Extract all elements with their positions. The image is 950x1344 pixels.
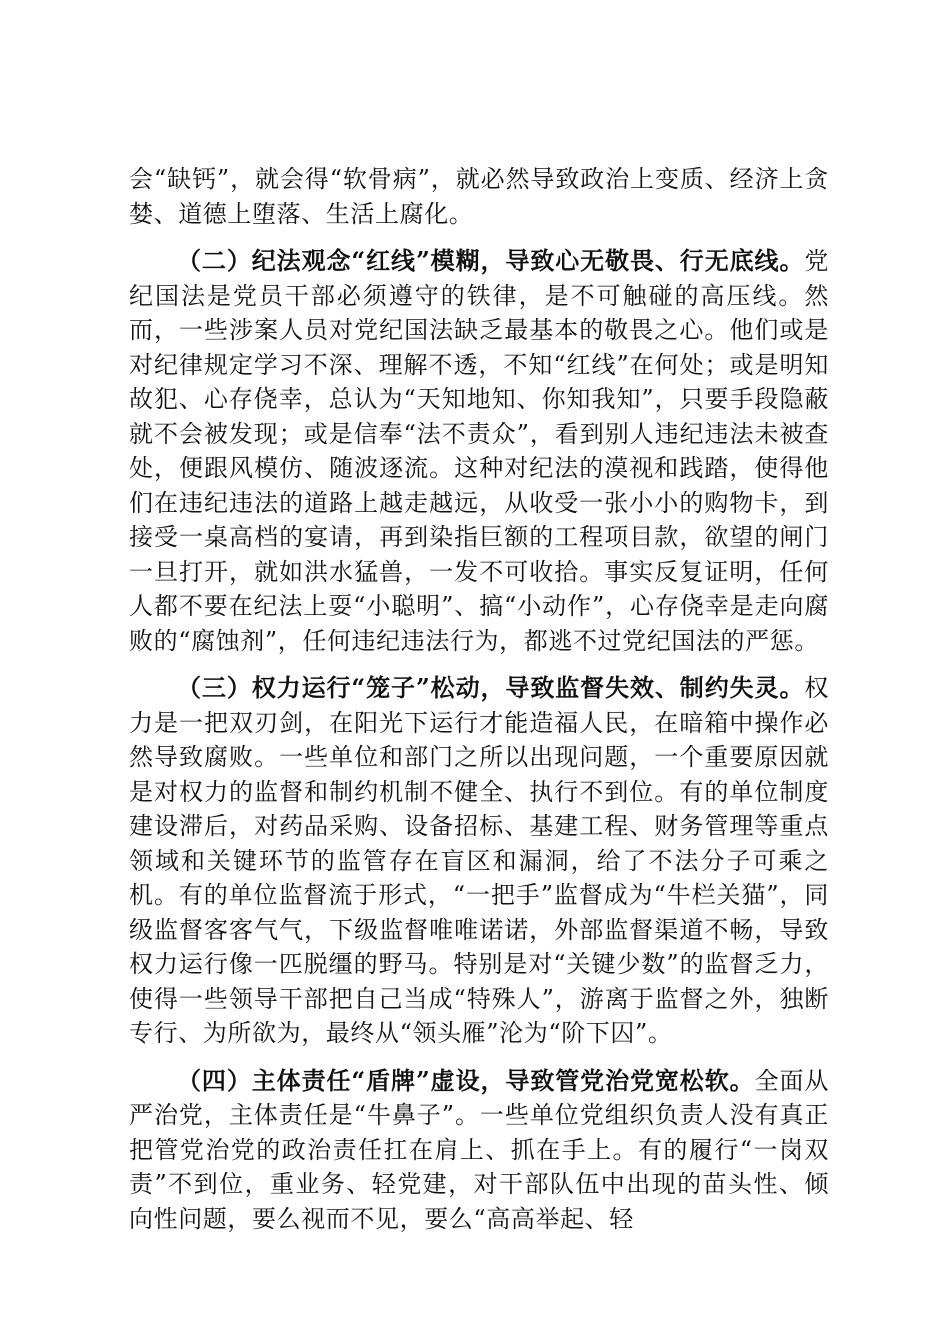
paragraph-body: 会“缺钙”，就会得“软骨病”，就必然导致政治上变质、经济上贪婪、道德上堕落、生活上腐化。 — [129, 165, 829, 228]
paragraph-body: 全面从严治党，主体责任是“牛鼻子”。一些单位党组织负责人没有真正把管党治党的政治责任扛在肩上、抓在手上。有的履行“一岗双责”不到位，重业务、轻党建，对干部队伍中出现的苗头性、倾向性问题，要么视而不见，要么“高高举起、轻 — [129, 1066, 829, 1233]
section-heading-2: （二）纪法观念“红线”模糊，导致心无敬畏、行无底线。 — [177, 246, 805, 275]
paragraph-section-3 — [129, 671, 829, 1051]
section-heading-3: （三）权力运行“笼子”松动，导致监督失效、制约失灵。 — [177, 673, 805, 702]
paragraph-body: 党纪国法是党员干部必须遵守的铁律，是不可触碰的高压线。然而，一些涉案人员对党纪国法缺乏最基本的敬畏之心。他们或是对纪律规定学习不深、理解不透，不知“红线”在何处；或是明知故犯、心存侥幸，总认为“天知地知、你知我知”，只要手段隐蔽就不会被发现；或是信奉“法不责众”，看到别人违纪违法未被查处，便跟风模仿、随波逐流。这种对纪法的漠视和践踏，使得他们在违纪违法的道路上越走越远，从收受一张小小的购物卡，到接受一桌高档的宴请，再到染指巨额的工程项目款，欲望的闸门一旦打开，就如洪水猛兽，一发不可收拾。事实反复证明，任何人都不要在纪法上耍“小聪明”、搞“小动作”，心存侥幸是走向腐败的“腐蚀剂”，任何违纪违法行为，都逃不过党纪国法的严惩。 — [129, 247, 829, 655]
paragraph-body: 权力是一把双刃剑，在阳光下运行才能造福人民，在暗箱中操作必然导致腐败。一些单位和部门之所以出现问题，一个重要原因就是对权力的监督和制约机制不健全、执行不到位。有的单位制度建设滞后，对药品采购、设备招标、基建工程、财务管理等重点领域和关键环节的监管存在盲区和漏洞，给了不法分子可乘之机。有的单位监督流于形式，“一把手”监督成为“牛栏关猫”，同级监督客客气气，下级监督唯唯诺诺，外部监督渠道不畅，导致权力运行像一匹脱缰的野马。特别是对“关键少数”的监督乏力，使得一些领导干部把自己当成“特殊人”，游离于监督之外，独断专行、为所欲为，最终从“领头雁”沦为“阶下囚”。 — [129, 674, 829, 1047]
document-page — [129, 162, 829, 1236]
paragraph-section-4 — [129, 1064, 829, 1237]
paragraph-section-2 — [129, 244, 829, 658]
paragraph-continuation — [129, 162, 829, 231]
section-heading-4: （四）主体责任“盾牌”虚设，导致管党治党宽松软。 — [177, 1065, 755, 1095]
